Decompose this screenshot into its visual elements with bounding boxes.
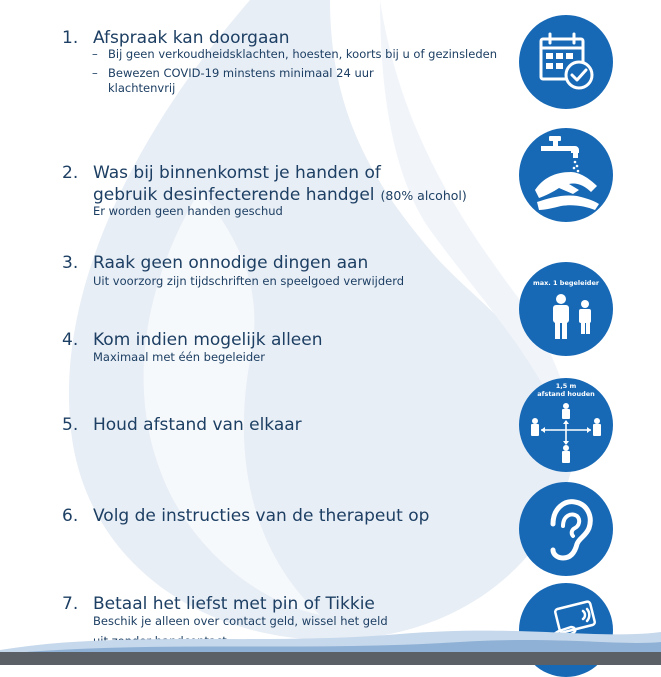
dash-icon: – bbox=[92, 47, 98, 61]
rule-2-title-text-2: gebruik desinfecterende handgel bbox=[93, 185, 375, 205]
rule-7-title bbox=[62, 593, 375, 615]
rule-6-number: 6. bbox=[62, 506, 79, 526]
rule-6-title bbox=[62, 505, 429, 527]
keep-distance-label-2: afstand houden bbox=[537, 390, 595, 398]
max-one-companion-icon bbox=[519, 262, 613, 356]
rule-4-title-text: Kom indien mogelijk alleen bbox=[93, 330, 323, 350]
rule-3-title bbox=[62, 252, 368, 274]
rule-5-number: 5. bbox=[62, 415, 79, 435]
rule-6-title-text: Volg de instructies van de therapeut op bbox=[93, 506, 430, 526]
rule-2-title-paren: (80% alcohol) bbox=[380, 188, 467, 203]
rule-1-number: 1. bbox=[62, 28, 79, 48]
rule-2-title-text-1: Was bij binnenkomst je handen of bbox=[93, 163, 381, 183]
rule-3-title-text: Raak geen onnodige dingen aan bbox=[93, 253, 369, 273]
rule-1-title bbox=[62, 27, 290, 49]
rule-2-number: 2. bbox=[62, 163, 79, 183]
hand-washing-icon bbox=[519, 128, 613, 222]
rule-2-subtitle: Er worden geen handen geschud bbox=[93, 204, 283, 218]
rule-1-bullets bbox=[92, 47, 508, 100]
keep-distance-icon bbox=[519, 378, 613, 472]
rule-3-number: 3. bbox=[62, 253, 79, 273]
rule-5-title bbox=[62, 414, 302, 436]
bottom-bar bbox=[0, 652, 661, 665]
rule-1-title-text: Afspraak kan doorgaan bbox=[93, 28, 290, 48]
rule-5-title-text: Houd afstand van elkaar bbox=[93, 415, 302, 435]
ear-icon bbox=[519, 482, 613, 576]
rule-1-bullet-2-text: Bewezen COVID-19 minstens minimaal 24 uur klachtenvrij bbox=[108, 66, 374, 95]
rule-4-number: 4. bbox=[62, 330, 79, 350]
keep-distance-label-1: 1,5 m bbox=[555, 382, 577, 390]
rule-3-subtitle: Uit voorzorg zijn tijdschriften en speelgoed verwijderd bbox=[93, 274, 405, 288]
rule-1-bullet-1-text: Bij geen verkoudheidsklachten, hoesten, koorts bij u of gezinsleden bbox=[108, 47, 497, 61]
rule-7-subtitle-line1: Beschik je alleen over contact geld, wissel het geld bbox=[93, 614, 388, 628]
bottom-wave-decoration bbox=[0, 620, 661, 656]
rule-7-number: 7. bbox=[62, 594, 79, 614]
dash-icon: – bbox=[92, 66, 98, 80]
rule-4-subtitle: Maximaal met één begeleider bbox=[93, 350, 265, 364]
rule-7-title-text: Betaal het liefst met pin of Tikkie bbox=[93, 594, 375, 614]
rule-4-title bbox=[62, 329, 323, 351]
calendar-check-icon bbox=[519, 15, 613, 109]
rule-2-title-line1 bbox=[62, 162, 381, 184]
rule-1-bullet-1 bbox=[92, 47, 508, 62]
max-one-companion-label: max. 1 begeleider bbox=[532, 279, 600, 287]
rule-1-bullet-2 bbox=[92, 66, 438, 96]
